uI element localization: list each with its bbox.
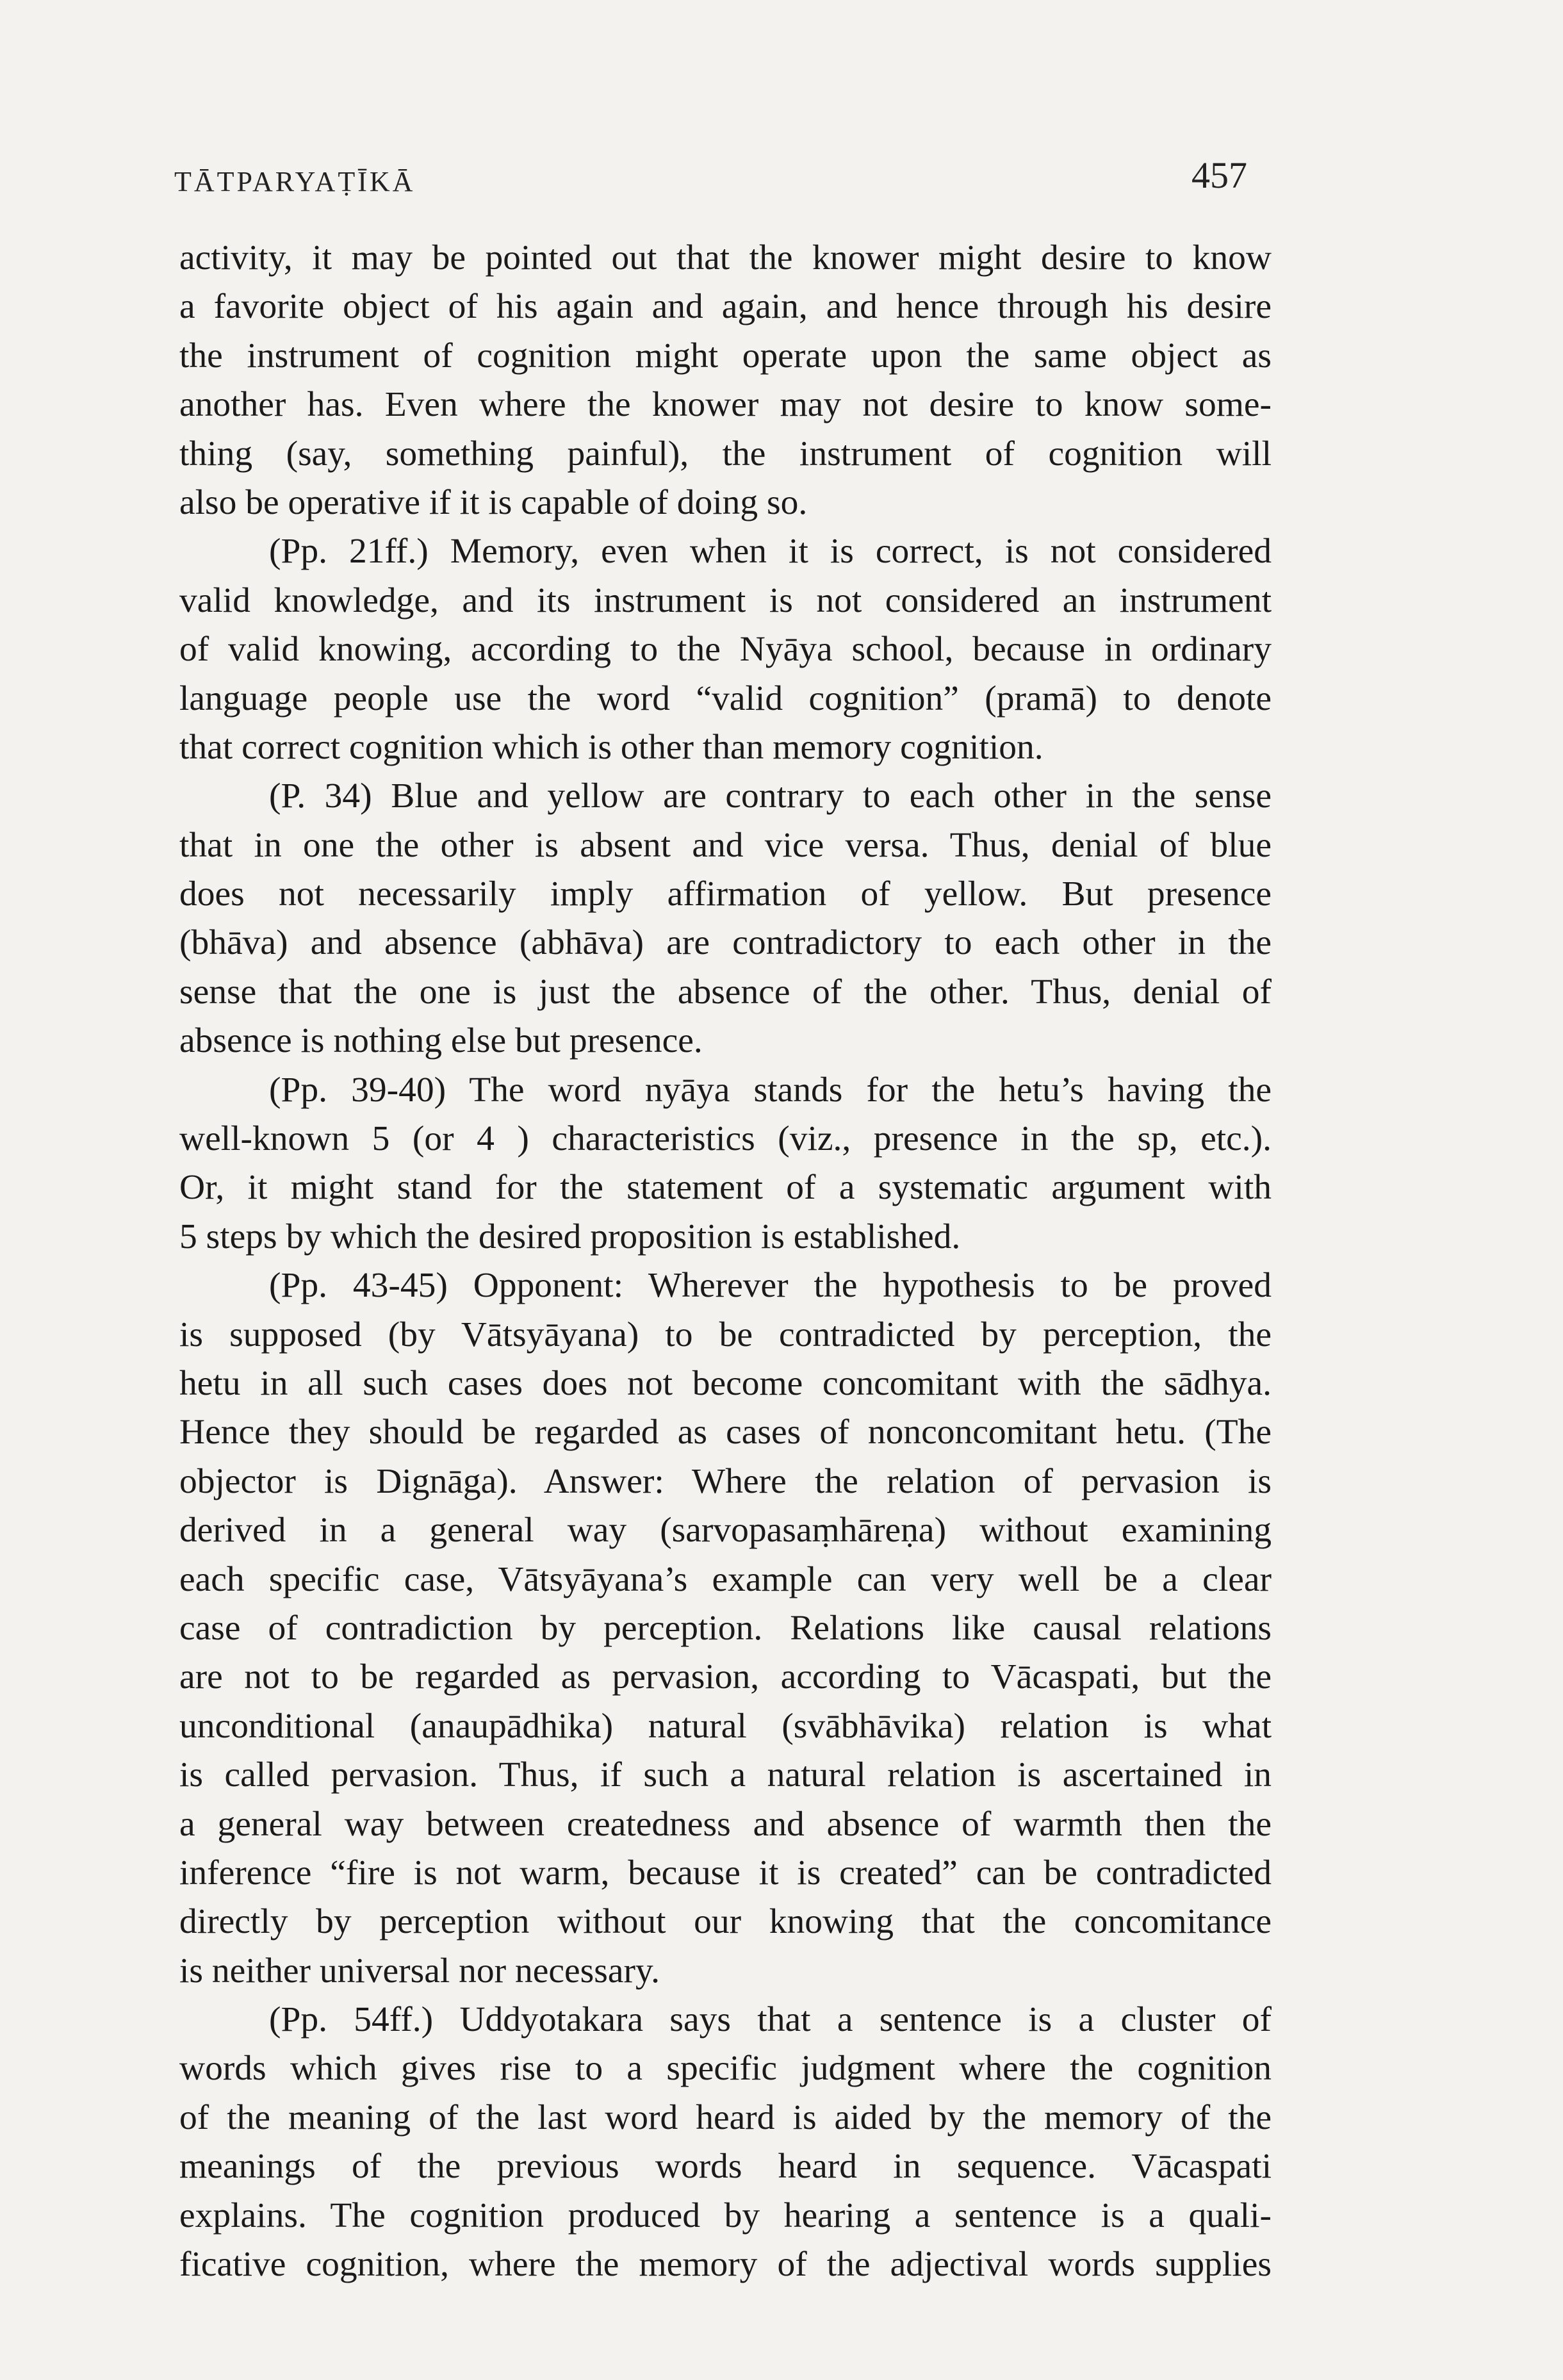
text-line: a favorite object of his again and again, and hence through his desire [179,287,1272,327]
text-line: ficative cognition, where the memory of the adjectival words supplies [179,2245,1272,2285]
text-line: absence is nothing else but presence. [179,1021,703,1061]
text-line: (Pp. 43-45) Opponent: Wherever the hypothesis to be proved [269,1266,1272,1306]
text-line: that in one the other is absent and vice versa. Thus, denial of blue [179,825,1272,865]
text-line: another has. Even where the knower may not desire to know some- [179,385,1272,425]
text-line: each specific case, Vātsyāyana’s example can very well be a clear [179,1559,1272,1599]
text-line: language people use the word “valid cognition” (pramā) to denote [179,678,1272,718]
text-line: of the meaning of the last word heard is aided by the memory of the [179,2097,1272,2137]
text-line: (Pp. 21ff.) Memory, even when it is correct, is not considered [269,532,1272,571]
text-line: directly by perception without our knowing that the concomitance [179,1902,1272,1942]
text-line: of valid knowing, according to the Nyāya school, because in ordinary [179,630,1272,669]
text-line: explains. The cognition produced by hearing a sentence is a quali- [179,2195,1272,2235]
text-line: (Pp. 39-40) The word nyāya stands for the hetu’s having the [269,1070,1272,1110]
body-text [179,234,1272,2289]
running-title: TĀTPARYAṬĪKĀ [174,166,416,197]
text-line: (Pp. 54ff.) Uddyotakara says that a sentence is a cluster of [269,2000,1272,2040]
text-line: valid knowledge, and its instrument is not considered an instrument [179,580,1272,620]
text-line: (bhāva) and absence (abhāva) are contradictory to each other in the [179,923,1272,963]
page-number: 457 [1191,154,1247,196]
text-line: (P. 34) Blue and yellow are contrary to each other in the sense [269,776,1272,816]
text-line: that correct cognition which is other than memory cognition. [179,727,1043,767]
text-line: the instrument of cognition might operate upon the same object as [179,336,1272,375]
text-line: well-known 5 (or 4 ) characteristics (viz., presence in the sp, etc.). [179,1119,1272,1159]
text-line: derived in a general way (sarvopasaṃhāreṇa) without examining [179,1511,1272,1550]
text-line: hetu in all such cases does not become concomitant with the sādhya. [179,1363,1272,1403]
text-line: does not necessarily imply affirmation of yellow. But presence [179,874,1272,914]
text-line: objector is Dignāga). Answer: Where the relation of pervasion is [179,1461,1272,1501]
text-line: a general way between createdness and absence of warmth then the [179,1804,1272,1844]
text-line: are not to be regarded as pervasion, according to Vācaspati, but the [179,1657,1272,1697]
text-line: Or, it might stand for the statement of a systematic argument with [179,1168,1272,1208]
text-line: activity, it may be pointed out that the knower might desire to know [179,238,1272,277]
text-line: is neither universal nor necessary. [179,1951,660,1990]
text-line: inference “fire is not warm, because it is created” can be contradicted [179,1853,1272,1892]
text-line: words which gives rise to a specific judgment where the cognition [179,2049,1272,2089]
text-line: is called pervasion. Thus, if such a natural relation is ascertained in [179,1755,1272,1795]
text-line: 5 steps by which the desired proposition is established. [179,1217,961,1256]
text-line: also be operative if it is capable of doing so. [179,482,808,522]
text-line: Hence they should be regarded as cases of nonconcomitant hetu. (The [179,1413,1272,1452]
text-line: case of contradiction by perception. Relations like causal relations [179,1608,1272,1648]
text-line: is supposed (by Vātsyāyana) to be contradicted by perception, the [179,1315,1272,1354]
text-line: thing (say, something painful), the instrument of cognition will [179,434,1272,473]
text-line: meanings of the previous words heard in sequence. Vācaspati [179,2147,1272,2187]
text-line: unconditional (anaupādhika) natural (svābhāvika) relation is what [179,1706,1272,1746]
text-line: sense that the one is just the absence of the other. Thus, denial of [179,972,1272,1012]
